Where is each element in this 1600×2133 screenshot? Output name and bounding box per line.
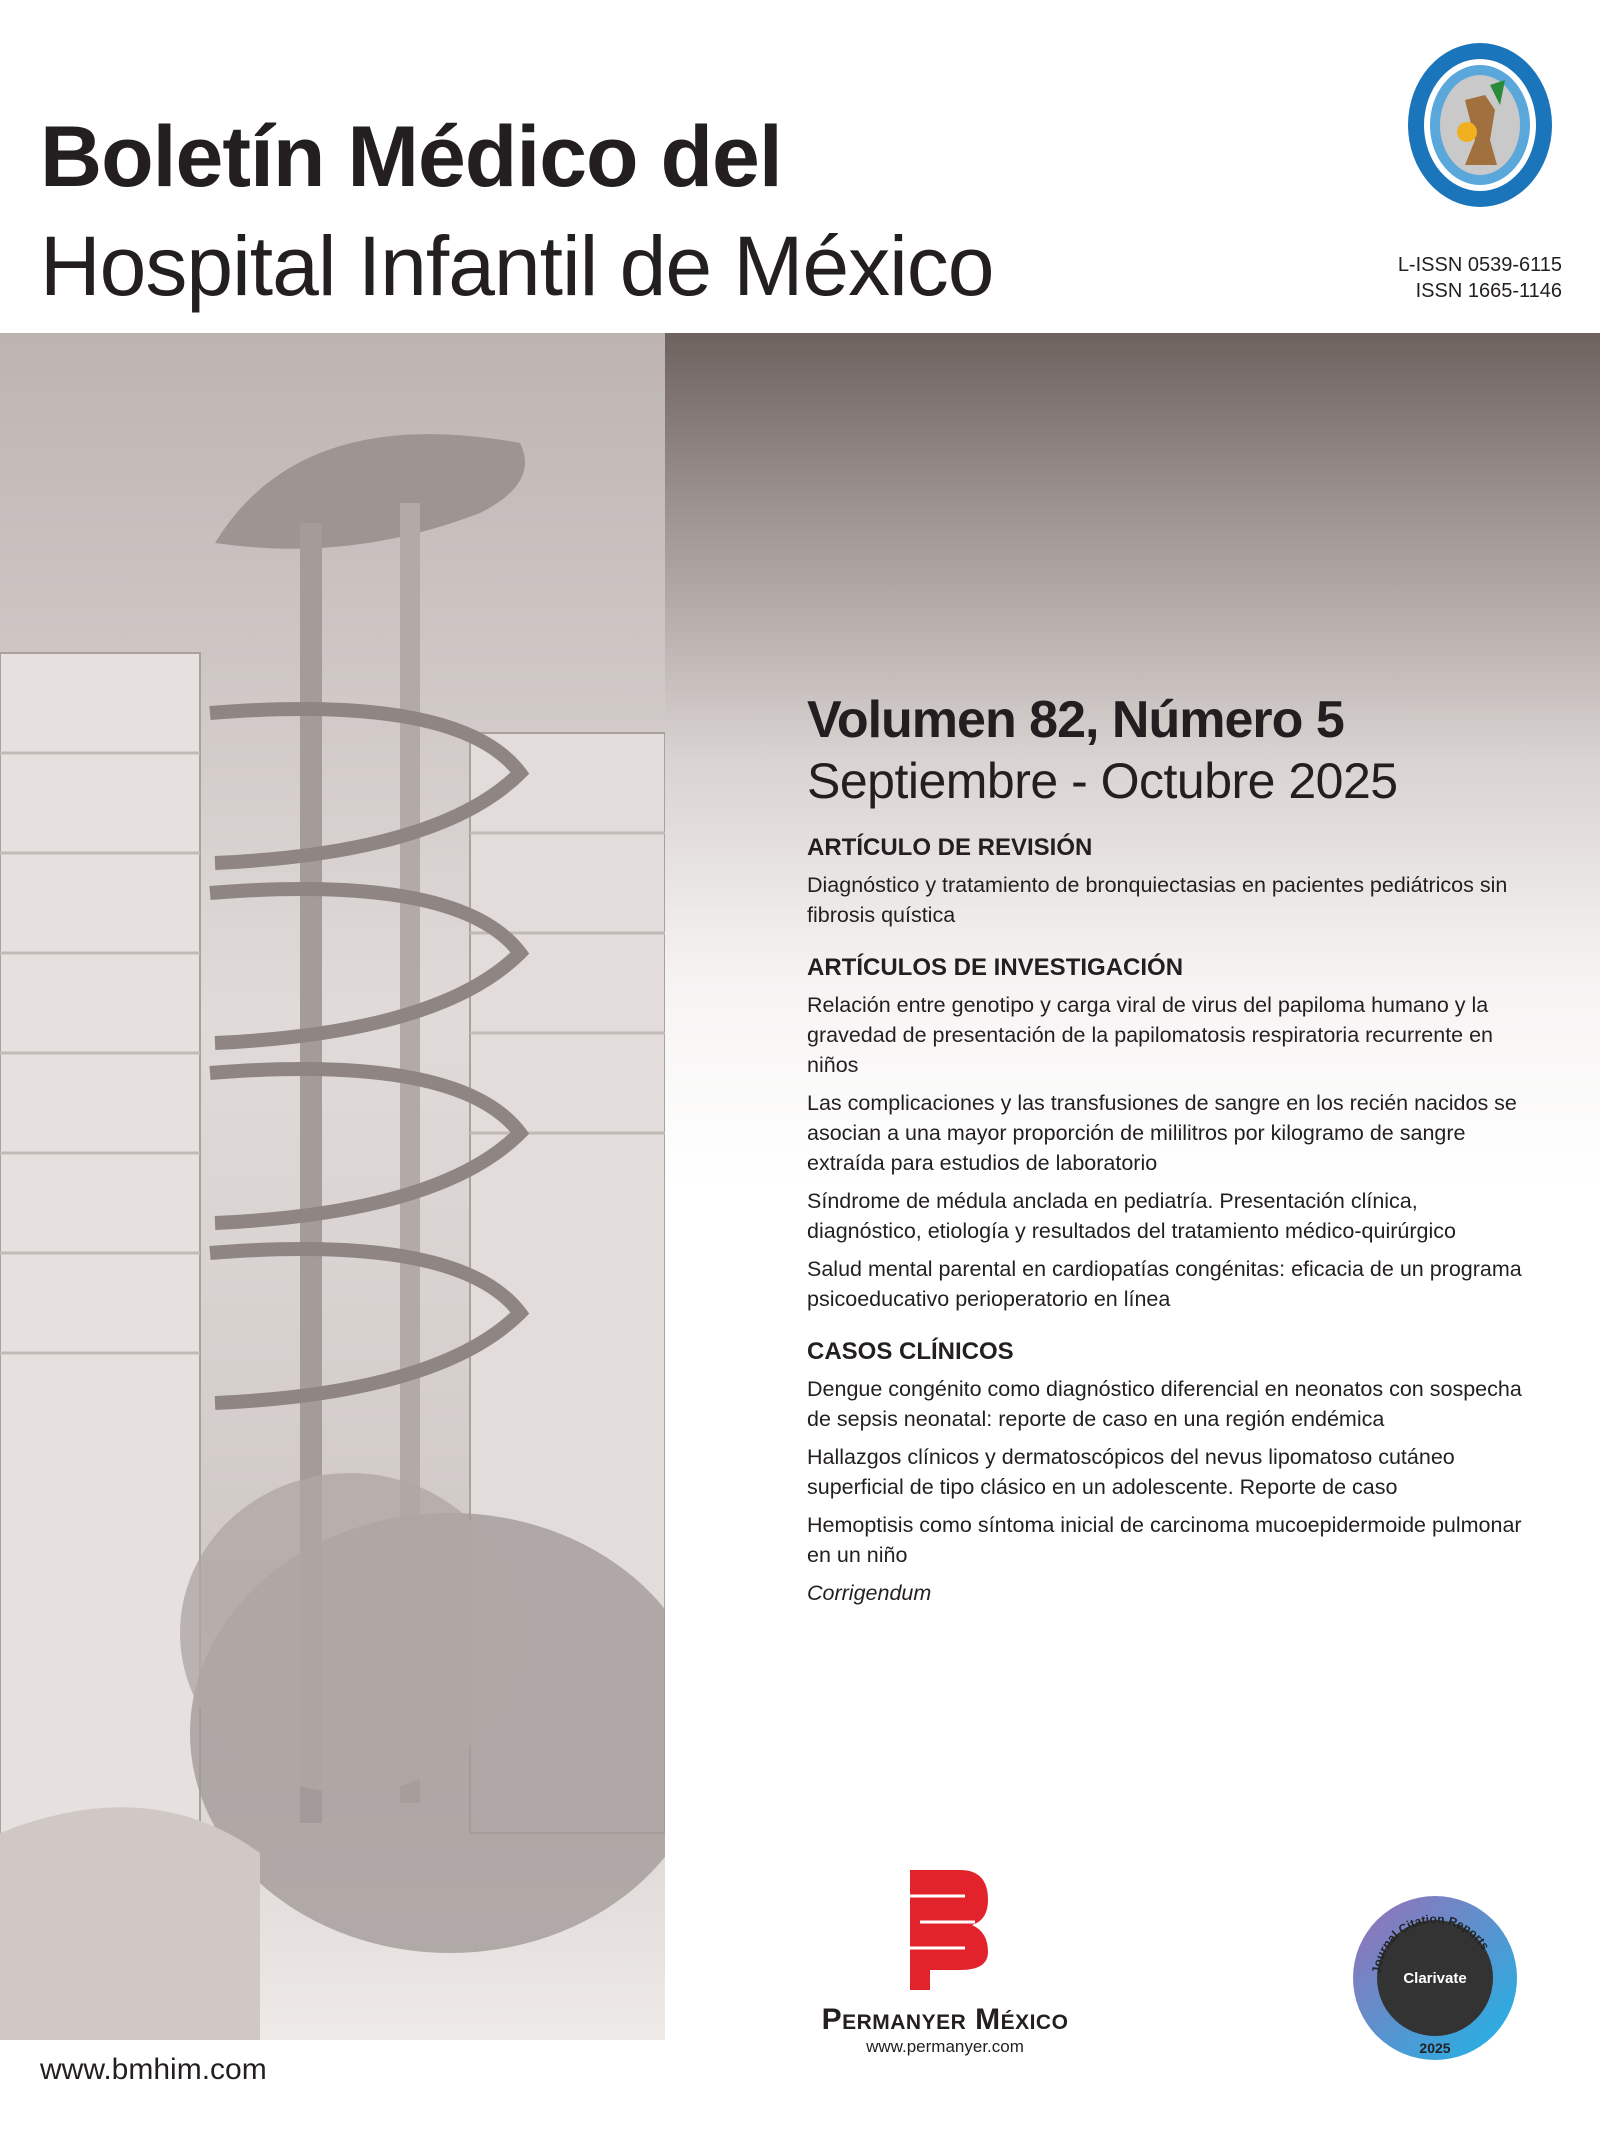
badge-year: 2025 (1419, 2040, 1451, 2056)
article-title: Relación entre genotipo y carga viral de virus del papiloma humano y la gravedad de presentación de la papilomatosis respiratoria recurrente en niños (807, 993, 1494, 1077)
badge-top-text: Journal Citation Reports (1369, 1911, 1493, 1975)
section-heading: ARTÍCULO DE REVISIÓN (807, 834, 1093, 861)
issn: ISSN 1665-1146 (1415, 280, 1562, 302)
corrigendum: Corrigendum (807, 1581, 932, 1605)
article-title: Dengue congénito como diagnóstico diferencial en neonatos con sospecha de sepsis neonatal: reporte de caso en una región endémica (807, 1377, 1522, 1431)
issue-date: Septiembre - Octubre 2025 (807, 753, 1398, 809)
publisher-name: Permanyer México (821, 2003, 1069, 2036)
article-title: Hemoptisis como síntoma inicial de carcinoma mucoepidermoide pulmonar en un niño (807, 1513, 1522, 1567)
section-research (807, 954, 1527, 1314)
issn-block (1398, 252, 1562, 304)
jcr-clarivate-badge (1350, 1893, 1520, 2063)
section-clinical-cases (807, 1338, 1527, 1608)
hospital-seal-logo (1405, 40, 1555, 210)
publisher-url[interactable]: www.permanyer.com (866, 2037, 1024, 2056)
issue-contents (807, 690, 1527, 1608)
journal-title-line2: Hospital Infantil de México (40, 219, 994, 313)
article-title: Salud mental parental en cardiopatías congénitas: eficacia de un programa psicoeducativo perioperatorio en línea (807, 1257, 1522, 1311)
journal-title-line1: Boletín Médico del (40, 109, 782, 205)
article-title: Las complicaciones y las transfusiones de sangre en los recién nacidos se asocian a una mayor proporción de mililitros por kilogramo de sangre extraída para estudios de laboratorio (807, 1091, 1517, 1175)
volume-number: Volumen 82, Número 5 (807, 691, 1344, 749)
permanyer-logo (900, 1870, 990, 1990)
lissn: L-ISSN 0539-6115 (1397, 254, 1562, 276)
cover-photo-building (0, 333, 665, 2040)
section-review (807, 834, 1527, 930)
section-heading: CASOS CLÍNICOS (807, 1338, 1014, 1365)
section-heading: ARTÍCULOS DE INVESTIGACIÓN (807, 954, 1184, 981)
article-title: Síndrome de médula anclada en pediatría. Presentación clínica, diagnóstico, etiología y resultados del tratamiento médico-quirúrgico (807, 1189, 1456, 1243)
article-title: Hallazgos clínicos y dermatoscópicos del nevus lipomatoso cutáneo superficial de tipo clásico en un adolescente. Reporte de caso (807, 1445, 1455, 1499)
badge-brand: Clarivate (1403, 1970, 1467, 1987)
journal-website[interactable]: www.bmhim.com (40, 2053, 267, 2086)
publisher-block (810, 1870, 1080, 2057)
article-title: Diagnóstico y tratamiento de bronquiectasias en pacientes pediátricos sin fibrosis quística (807, 873, 1508, 927)
